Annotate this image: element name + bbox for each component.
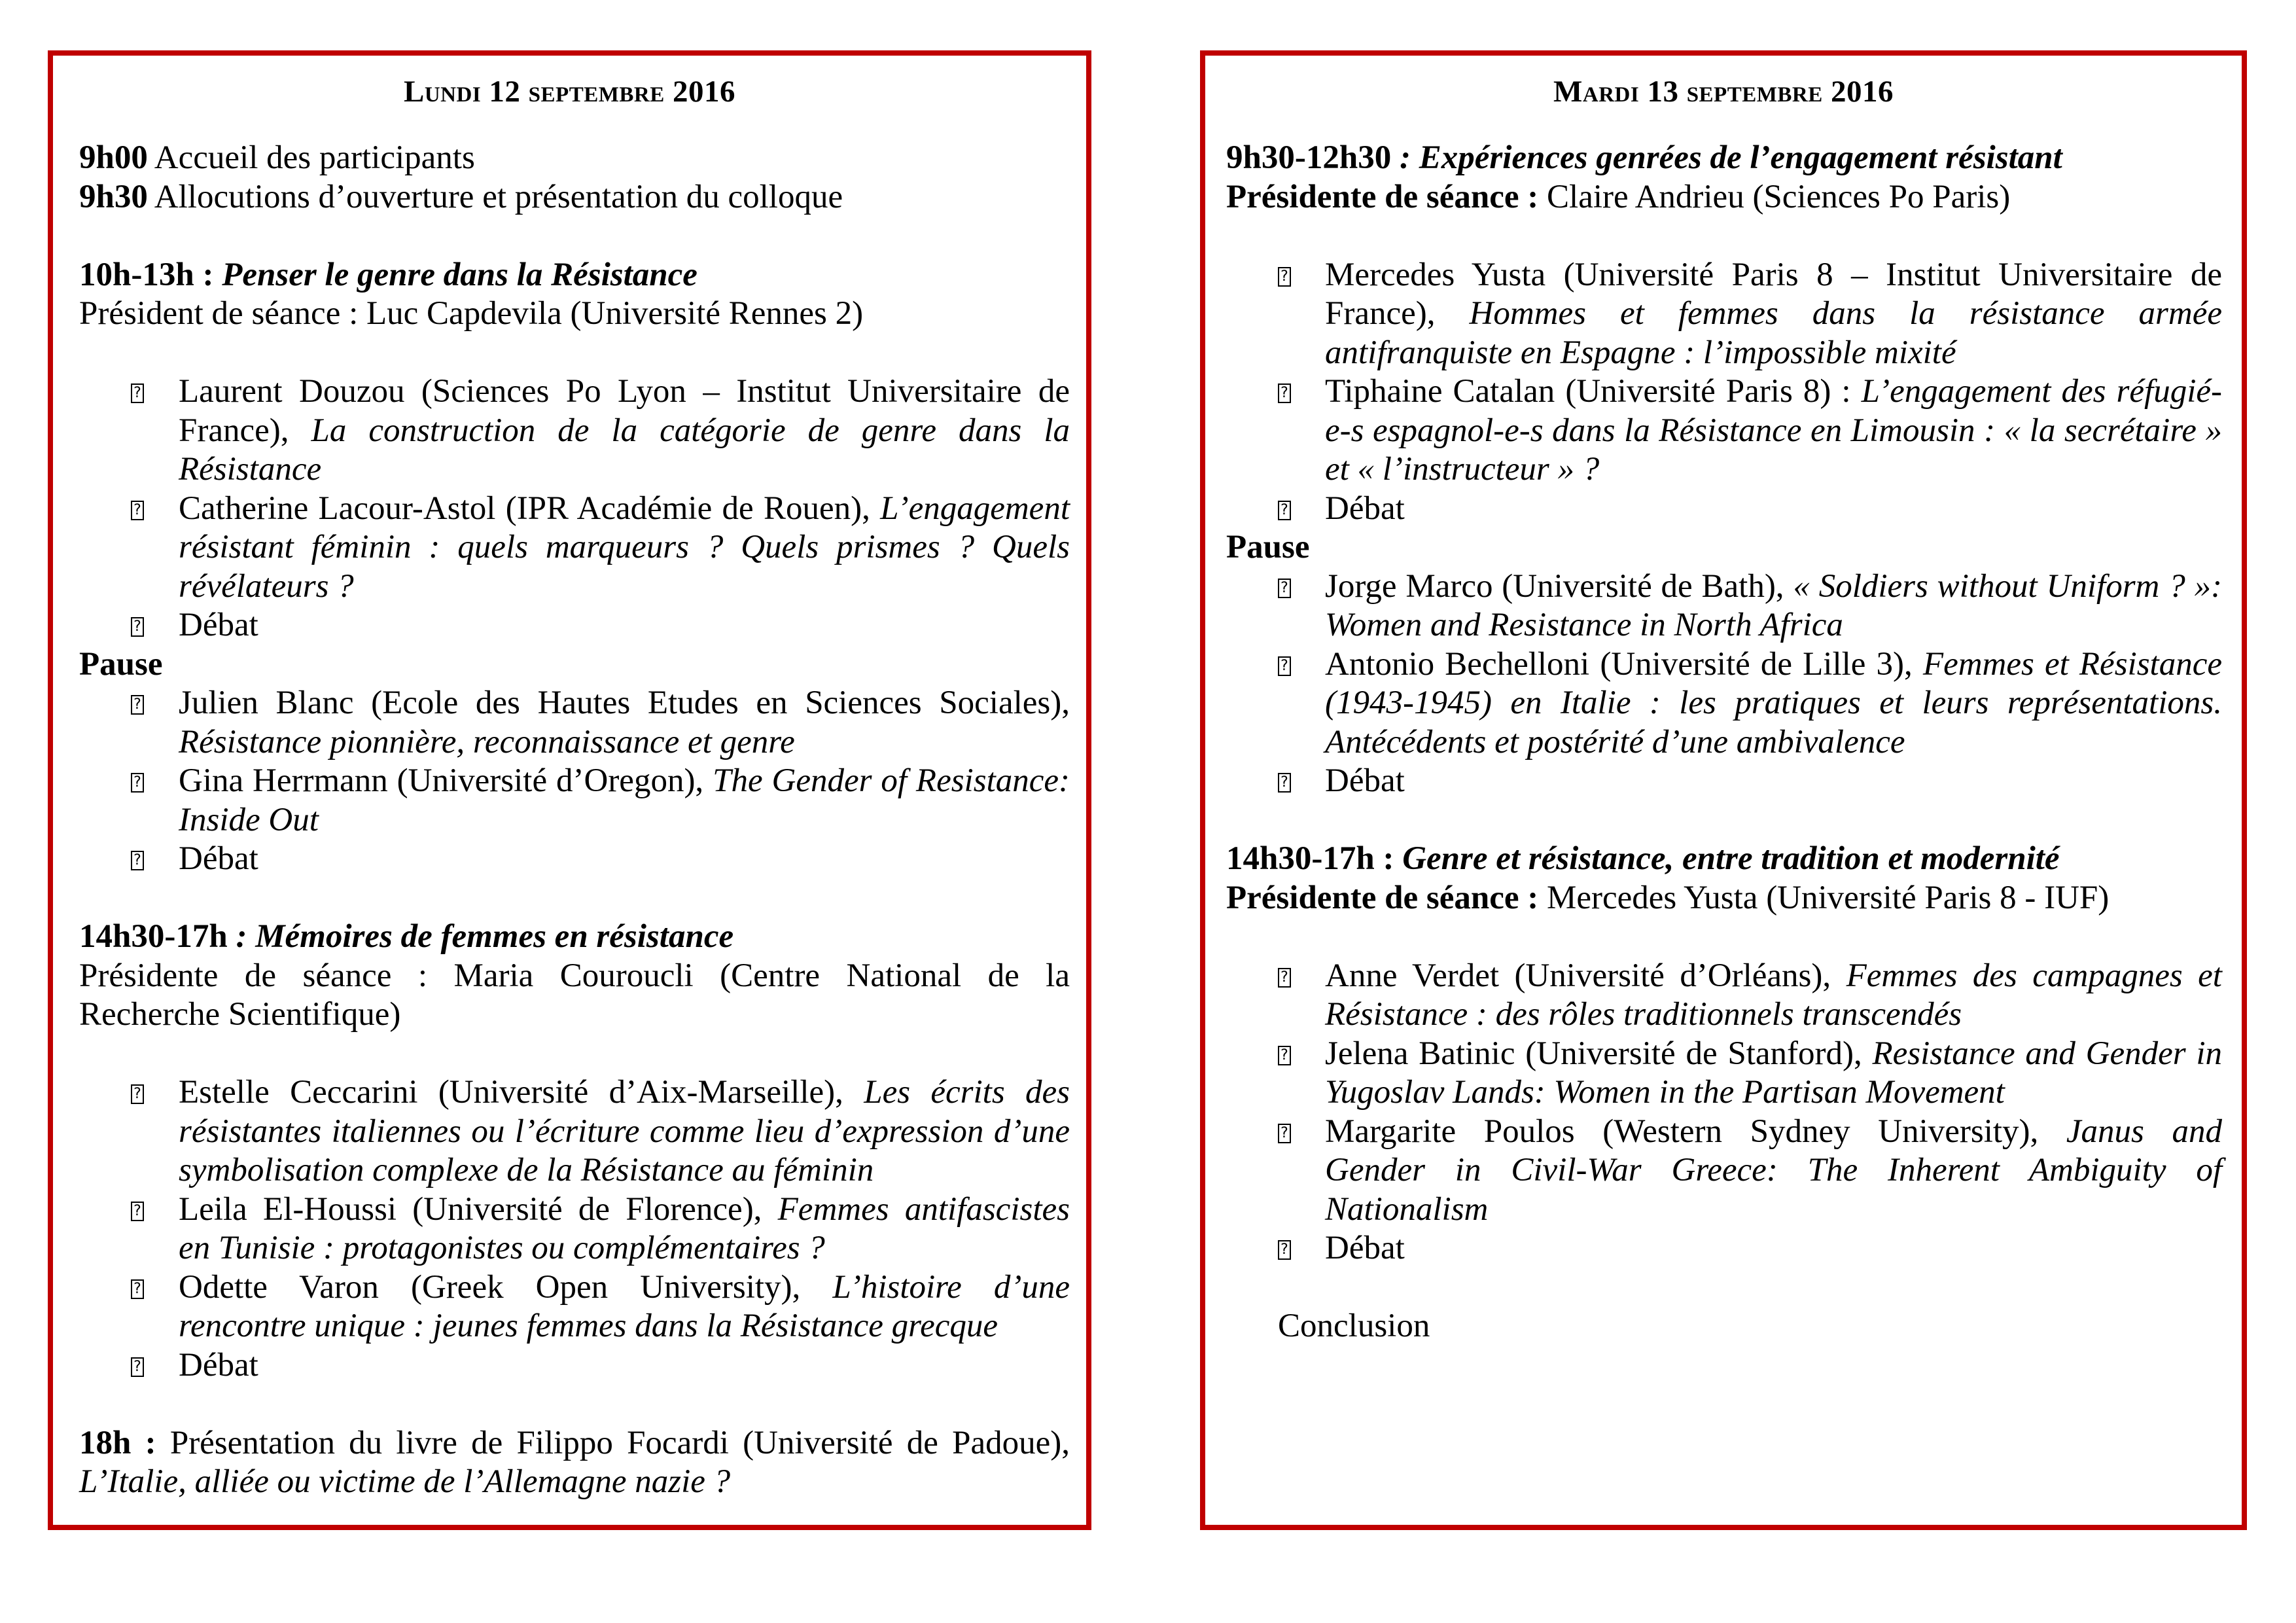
missing-glyph-bullet-icon: ? [131, 1279, 144, 1299]
talk-item [179, 761, 1070, 800]
talk-item [179, 489, 1070, 528]
talk-title: Genre et résistance, entre tradition et modernité [1402, 840, 2060, 877]
text-segment: Recherche Scientifique) [79, 996, 401, 1033]
talk-item-continuation [179, 1150, 874, 1190]
talk-item-continuation [179, 1228, 825, 1268]
talk-item [1325, 956, 2222, 995]
talk-title: Gender in Civil-War Greece: The Inherent Ambiguity of [1325, 1152, 2222, 1188]
talk-item [179, 605, 258, 645]
missing-glyph-bullet-icon: ? [131, 1202, 144, 1221]
time-label: 9h30 [79, 178, 148, 215]
talk-item [179, 372, 1070, 411]
text-segment: Conclusion [1278, 1308, 1430, 1344]
schedule-line [1226, 527, 1310, 567]
talk-title: : Mémoires de femmes en résistance [227, 918, 734, 955]
talk-item-continuation [179, 722, 795, 762]
text-segment: Anne Verdet (Université d’Orléans), [1325, 957, 1846, 994]
text-segment: Débat [1325, 1230, 1405, 1266]
talk-title: Femmes et Résistance [1922, 645, 2222, 683]
talk-title: Résistance : des rôles traditionnels transcendés [1325, 996, 1962, 1033]
talk-item-continuation [179, 450, 321, 489]
talk-item-continuation [1325, 333, 1956, 372]
text-segment: Allocutions d’ouverture et présentation du colloque [147, 178, 843, 215]
talk-item-continuation [179, 1112, 1070, 1151]
text-segment: Gina Herrmann (Université d’Oregon), [179, 762, 713, 799]
text-segment [1394, 840, 1402, 877]
talk-item [1325, 489, 1405, 528]
talk-title: révélateurs ? [179, 567, 354, 605]
missing-glyph-bullet-icon: ? [131, 851, 144, 870]
talk-item [1325, 255, 2222, 294]
time-label: Pause [1226, 529, 1310, 565]
schedule-line [79, 917, 733, 956]
talk-item-continuation [1325, 722, 1905, 762]
talk-title: L’histoire d’une [832, 1268, 1070, 1306]
talk-item-continuation [179, 1306, 998, 1346]
talk-item-continuation [1325, 683, 2222, 722]
talk-title: Résistance pionnière, reconnaissance et genre [179, 723, 795, 760]
talk-item [179, 1190, 1070, 1229]
missing-glyph-bullet-icon: ? [131, 1357, 144, 1377]
talk-title: en Tunisie : protagonistes ou complémentaires ? [179, 1230, 825, 1266]
missing-glyph-bullet-icon: ? [1278, 1240, 1291, 1260]
time-label: Pause [79, 645, 163, 683]
schedule-line [79, 1462, 730, 1501]
talk-title: antifranquiste en Espagne : l’impossible mixité [1325, 334, 1956, 371]
talk-title: symbolisation complexe de la Résistance au féminin [179, 1152, 874, 1188]
day-title: Lundi 12 septembre 2016 [404, 75, 735, 109]
time-label: 14h30-17h [79, 918, 228, 955]
schedule-line [1226, 839, 2060, 878]
conclusion-label [1278, 1306, 1430, 1346]
text-segment: Mercedes Yusta (Université Paris 8 - IUF) [1538, 879, 2110, 916]
text-segment: Catherine Lacour-Astol (IPR Académie de Rouen), [179, 490, 881, 527]
talk-item-continuation [1325, 995, 1962, 1034]
text-segment: Jorge Marco (Université de Bath), [1325, 567, 1793, 605]
schedule-line [79, 177, 843, 217]
missing-glyph-bullet-icon: ? [1278, 773, 1291, 793]
missing-glyph-bullet-icon: ? [1278, 383, 1291, 403]
talk-item-continuation [1325, 294, 2222, 333]
text-segment: Julien Blanc (Ecole des Hautes Etudes en Sciences Sociales), [179, 685, 1070, 721]
day-title: Mardi 13 septembre 2016 [1553, 75, 1894, 109]
schedule-line [79, 1423, 1070, 1463]
text-segment: Claire Andrieu (Sciences Po Paris) [1538, 178, 2011, 215]
text-segment: Débat [179, 1346, 258, 1383]
talk-title: résistant féminin : quels marqueurs ? Quels prismes ? Quels [179, 529, 1070, 565]
talk-title: L’engagement [880, 490, 1070, 527]
text-segment: Laurent Douzou (Sciences Po Lyon – Institut Universitaire de [179, 373, 1070, 410]
talk-title: Nationalism [1325, 1190, 1489, 1228]
missing-glyph-bullet-icon: ? [131, 1084, 144, 1104]
missing-glyph-bullet-icon: ? [1278, 656, 1291, 676]
talk-item [1325, 372, 2222, 411]
text-segment: Jelena Batinic (Université de Stanford), [1325, 1035, 1873, 1072]
time-label: Présidente de séance : [1226, 178, 1539, 215]
talk-title: Inside Out [179, 801, 319, 838]
schedule-line [79, 138, 475, 177]
talk-title: Hommes et femmes dans la résistance armée [1469, 295, 2222, 332]
missing-glyph-bullet-icon: ? [131, 773, 144, 793]
talk-item [179, 839, 258, 878]
missing-glyph-bullet-icon: ? [131, 617, 144, 637]
talk-title: Résistance [179, 451, 322, 488]
talk-title: : Expériences genrées de l’engagement résistant [1391, 139, 2062, 176]
talk-item-continuation [179, 411, 1070, 450]
talk-title: L’engagement des réfugié- [1861, 373, 2222, 410]
missing-glyph-bullet-icon: ? [1278, 1046, 1291, 1065]
text-segment: Accueil des participants [147, 139, 475, 176]
text-segment: Débat [1325, 490, 1405, 527]
talk-item [179, 1268, 1070, 1307]
talk-title: Les écrits des [864, 1074, 1070, 1111]
text-segment: Présidente de séance : Maria Couroucli (Centre National de la [79, 957, 1070, 994]
talk-title: Antécédents et postérité d’une ambivalence [1325, 723, 1905, 760]
schedule-line [1226, 878, 2109, 918]
talk-title: « Soldiers without Uniform ? »: [1793, 567, 2223, 605]
text-segment: France), [179, 412, 311, 449]
missing-glyph-bullet-icon: ? [131, 383, 144, 403]
text-segment: Margarite Poulos (Western Sydney University), [1325, 1113, 2066, 1150]
text-segment: Odette Varon (Greek Open University), [179, 1268, 833, 1306]
schedule-line [79, 255, 698, 294]
talk-item [1325, 1112, 2222, 1151]
time-label: 14h30-17h : [1226, 840, 1394, 877]
schedule-line [79, 995, 400, 1034]
time-label: 9h30-12h30 [1226, 139, 1392, 176]
talk-title: Resistance and Gender in [1872, 1035, 2222, 1072]
text-segment: Débat [179, 607, 258, 643]
talk-item [1325, 1034, 2222, 1073]
talk-item [1325, 567, 2222, 606]
text-segment: Présentation du livre de Filippo Focardi (Université de Padoue), [156, 1424, 1070, 1461]
time-label: 18h : [79, 1424, 156, 1461]
talk-item-continuation [1325, 411, 2222, 450]
talk-title: résistantes italiennes ou l’écriture comme lieu d’expression d’une [179, 1113, 1070, 1150]
text-segment: Tiphaine Catalan (Université Paris 8) : [1325, 373, 1862, 410]
day-panel-monday [48, 50, 1091, 1530]
talk-item-continuation [1325, 1073, 2005, 1112]
talk-item [1325, 1228, 1405, 1268]
talk-title: Janus and [2066, 1113, 2222, 1150]
talk-title: et « l’instructeur » ? [1325, 451, 1600, 488]
talk-title: Women and Resistance in North Africa [1325, 607, 1843, 643]
time-label: 9h00 [79, 139, 148, 176]
text-segment: Débat [179, 840, 258, 877]
missing-glyph-bullet-icon: ? [1278, 267, 1291, 287]
time-label: Présidente de séance : [1226, 879, 1539, 916]
talk-title: Penser le genre dans la Résistance [222, 256, 698, 293]
schedule-line [79, 294, 863, 333]
talk-title: La construction de la catégorie de genre dans la [311, 412, 1070, 449]
text-segment: Débat [1325, 762, 1405, 799]
talk-item-continuation [1325, 605, 1843, 645]
missing-glyph-bullet-icon: ? [1278, 501, 1291, 520]
talk-title: Femmes antifascistes [777, 1190, 1070, 1228]
schedule-line [1226, 177, 2010, 217]
talk-item [179, 1073, 1070, 1112]
talk-title: Femmes des campagnes et [1846, 957, 2222, 994]
talk-item-continuation [1325, 450, 1599, 489]
talk-title: rencontre unique : jeunes femmes dans la Résistance grecque [179, 1308, 998, 1344]
talk-title: e-s espagnol-e-s dans la Résistance en Limousin : « la secrétaire » [1325, 412, 2222, 449]
missing-glyph-bullet-icon: ? [1278, 968, 1291, 988]
missing-glyph-bullet-icon: ? [131, 695, 144, 715]
text-segment: Leila El-Houssi (Université de Florence), [179, 1190, 778, 1228]
text-segment: Antonio Bechelloni (Université de Lille 3), [1325, 645, 1923, 683]
talk-title: (1943-1945) en Italie : les pratiques et leurs représentations. [1325, 685, 2222, 721]
schedule-line [1226, 138, 2062, 177]
text-segment [213, 257, 222, 293]
talk-item-continuation [1325, 1190, 1488, 1229]
day-panel-tuesday [1200, 50, 2247, 1530]
text-segment: France), [1325, 295, 1470, 332]
talk-title: The Gender of Resistance: [713, 762, 1070, 799]
text-segment: Président de séance : Luc Capdevila (Université Rennes 2) [79, 295, 864, 332]
missing-glyph-bullet-icon: ? [1278, 579, 1291, 598]
talk-item [1325, 645, 2222, 684]
text-segment: Mercedes Yusta (Université Paris 8 – Institut Universitaire de [1325, 256, 2222, 293]
talk-item-continuation [179, 567, 354, 606]
talk-item-continuation [179, 527, 1070, 567]
talk-title: Yugoslav Lands: Women in the Partisan Movement [1325, 1074, 2005, 1111]
missing-glyph-bullet-icon: ? [131, 501, 144, 520]
talk-item [179, 683, 1070, 722]
schedule-line [79, 956, 1070, 995]
missing-glyph-bullet-icon: ? [1278, 1124, 1291, 1143]
schedule-line [79, 645, 163, 684]
time-label: 10h-13h : [79, 256, 214, 293]
talk-item [1325, 761, 1405, 800]
talk-item [179, 1346, 258, 1385]
talk-item-continuation [179, 800, 319, 840]
talk-title: L’Italie, alliée ou victime de l’Allemagne nazie ? [79, 1463, 731, 1500]
talk-item-continuation [1325, 1150, 2222, 1190]
text-segment: Estelle Ceccarini (Université d’Aix-Marseille), [179, 1074, 864, 1111]
